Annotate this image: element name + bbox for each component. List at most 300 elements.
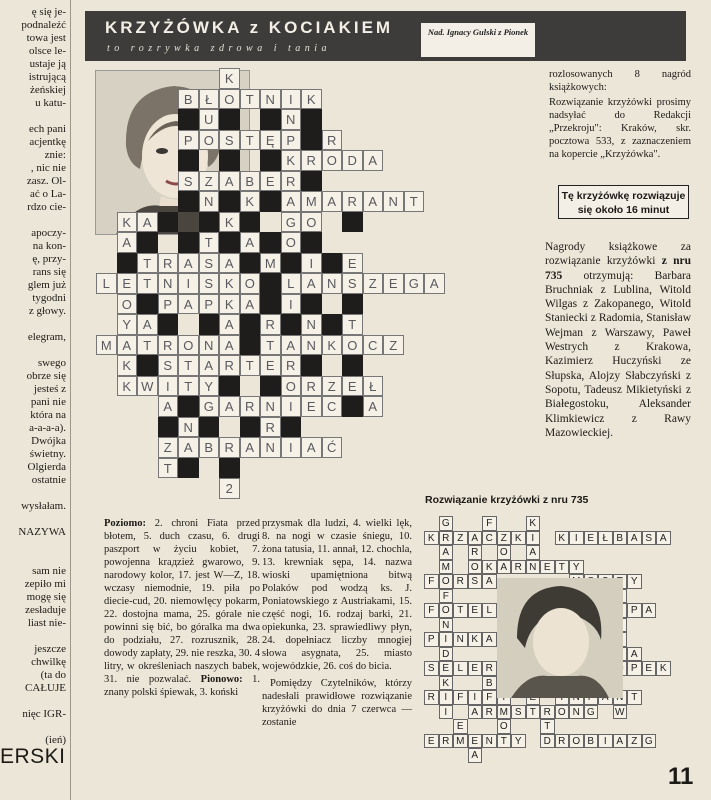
left-article-line: ustaje ją (29, 58, 66, 70)
solution-letter-square (555, 560, 570, 575)
left-article-line: Olgierda (27, 461, 66, 473)
left-article-line: ę się je- (31, 6, 66, 18)
solution-letter-square (511, 531, 526, 546)
left-article-line: która na (30, 409, 66, 421)
grid-letter-square[interactable] (158, 253, 179, 274)
grid-letter-square[interactable] (199, 109, 220, 130)
grid-letter-square[interactable] (281, 171, 302, 192)
grid-letter-square[interactable] (219, 437, 240, 458)
solution-letter: A (471, 750, 479, 761)
grid-black-square[interactable] (301, 109, 322, 130)
grid-black-square[interactable] (137, 355, 158, 376)
grid-black-square[interactable] (301, 355, 322, 376)
grid-letter-square[interactable] (117, 376, 138, 397)
grid-letter: K (122, 358, 132, 373)
grid-letter: I (288, 440, 293, 455)
grid-black-square[interactable] (158, 212, 179, 233)
grid-letter: E (265, 358, 275, 373)
grid-letter-square[interactable] (137, 273, 158, 294)
left-article-line: Dwójka (31, 435, 66, 447)
grid-letter-square[interactable] (158, 458, 179, 479)
solution-letter: T (558, 561, 565, 573)
grid-letter: R (265, 317, 275, 332)
grid-letter-square[interactable] (342, 335, 363, 356)
grid-letter-square[interactable] (178, 335, 199, 356)
grid-black-square[interactable] (260, 109, 281, 130)
solution-letter-square (526, 516, 541, 531)
grid-letter-square[interactable] (363, 273, 384, 294)
grid-black-square[interactable] (219, 150, 240, 171)
grid-letter-square[interactable] (301, 335, 322, 356)
solution-letter-square (468, 560, 483, 575)
grid-letter: R (224, 358, 234, 373)
grid-letter: T (245, 132, 254, 148)
grid-letter-square[interactable] (260, 355, 281, 376)
intro-instructions: Rozwiązanie krzyżówki prosimy nadsyłać do Redakcji „Przekroju": Kraków, skr. pocztowa 533, z zaznaczeniem na kopercie „Krzyżówka". (549, 97, 691, 160)
grid-letter-square[interactable] (199, 89, 220, 110)
grid-letter-square[interactable] (219, 396, 240, 417)
grid-letter-square[interactable] (383, 273, 404, 294)
grid-black-square[interactable] (240, 417, 261, 438)
grid-letter: N (265, 399, 275, 414)
solution-letter-square (540, 705, 555, 720)
winners-list (545, 240, 691, 440)
solution-letter: F (486, 518, 493, 529)
solution-letter: N (529, 561, 537, 573)
grid-letter-square[interactable] (96, 273, 117, 294)
grid-letter-square[interactable] (219, 171, 240, 192)
grid-letter-square[interactable] (322, 273, 343, 294)
solution-letter-square (482, 676, 497, 691)
grid-letter: A (286, 337, 296, 353)
solution-letter: S (427, 663, 435, 674)
grid-black-square[interactable] (260, 191, 281, 212)
grid-letter-square[interactable] (281, 191, 302, 212)
solution-letter: E (645, 663, 653, 674)
grid-black-square[interactable] (178, 458, 199, 479)
grid-letter: D (347, 153, 357, 168)
left-article-line: (ień) (45, 734, 66, 746)
solution-letter-square (468, 661, 483, 676)
left-article-line: elegram, (27, 331, 66, 343)
grid-letter-square[interactable] (281, 335, 302, 356)
grid-letter-square[interactable] (240, 89, 261, 110)
solution-letter: R (442, 735, 450, 747)
grid-letter: S (163, 358, 173, 373)
grid-letter-square[interactable] (178, 376, 199, 397)
grid-letter-square[interactable] (281, 355, 302, 376)
grid-letter-square[interactable] (342, 191, 363, 212)
grid-letter-square[interactable] (199, 253, 220, 274)
grid-letter-square[interactable] (158, 437, 179, 458)
grid-black-square[interactable] (322, 314, 343, 335)
solution-letter: T (631, 692, 638, 703)
grid-black-square[interactable] (240, 314, 261, 335)
solution-letter: R (456, 576, 464, 587)
grid-black-square[interactable] (219, 109, 240, 130)
grid-letter-square[interactable] (219, 273, 240, 294)
grid-black-square[interactable] (219, 458, 240, 479)
grid-black-square[interactable] (240, 212, 261, 233)
grid-letter-square[interactable] (158, 294, 179, 315)
grid-letter-square[interactable] (199, 355, 220, 376)
grid-letter: A (286, 194, 296, 209)
grid-letter: Z (389, 337, 398, 353)
grid-black-square[interactable] (158, 314, 179, 335)
grid-black-square[interactable] (342, 396, 363, 417)
grid-letter-square[interactable] (240, 355, 261, 376)
grid-letter-square[interactable] (240, 273, 261, 294)
grid-black-square[interactable] (219, 191, 240, 212)
grid-letter: R (224, 440, 234, 455)
grid-black-square[interactable] (301, 232, 322, 253)
grid-letter-square[interactable] (260, 130, 281, 151)
grid-letter-square[interactable] (158, 335, 179, 356)
grid-letter: P (183, 132, 193, 148)
grid-black-square[interactable] (281, 417, 302, 438)
grid-letter-square[interactable] (137, 253, 158, 274)
grid-letter-square[interactable] (219, 478, 240, 499)
grid-letter-square[interactable] (281, 294, 302, 315)
grid-letter-square[interactable] (219, 130, 240, 151)
grid-letter-square[interactable] (342, 253, 363, 274)
grid-black-square[interactable] (137, 232, 158, 253)
solution-letter: K (471, 634, 479, 645)
grid-letter-square[interactable] (240, 396, 261, 417)
grid-letter-square[interactable] (178, 130, 199, 151)
grid-black-square[interactable] (219, 232, 240, 253)
grid-letter-square[interactable] (178, 171, 199, 192)
grid-letter-square[interactable] (178, 294, 199, 315)
grid-letter: A (429, 276, 439, 291)
solution-letter: G (441, 518, 450, 529)
grid-letter-square[interactable] (342, 314, 363, 335)
solution-letter-square (468, 690, 483, 705)
grid-letter-square[interactable] (301, 273, 322, 294)
grid-black-square[interactable] (260, 232, 281, 253)
grid-letter: I (186, 276, 191, 291)
solution-letter-square (482, 516, 497, 531)
solution-letter-square (468, 574, 483, 589)
grid-letter: R (286, 358, 296, 373)
grid-letter-square[interactable] (219, 314, 240, 335)
solution-letter: E (471, 605, 479, 616)
grid-letter: R (265, 419, 275, 435)
grid-letter-square[interactable] (219, 253, 240, 274)
solution-letter: P (630, 663, 638, 674)
grid-letter-square[interactable] (281, 212, 302, 233)
grid-letter-square[interactable] (158, 355, 179, 376)
grid-letter-square[interactable] (117, 314, 138, 335)
left-article-line: istrującą (28, 71, 66, 83)
grid-black-square[interactable] (342, 212, 363, 233)
grid-letter: R (327, 132, 337, 148)
grid-black-square[interactable] (240, 335, 261, 356)
grid-letter: A (368, 153, 378, 168)
left-article-line: podnaleźć (21, 19, 66, 31)
grid-letter-square[interactable] (199, 273, 220, 294)
solution-letter-square (627, 531, 642, 546)
solve-time-box: Tę krzyżówkę rozwiązuje się około 16 minut (558, 185, 689, 219)
grid-letter-square[interactable] (404, 273, 425, 294)
grid-letter-square[interactable] (342, 150, 363, 171)
grid-letter-square[interactable] (301, 437, 322, 458)
grid-letter-square[interactable] (158, 376, 179, 397)
grid-letter-square[interactable] (281, 109, 302, 130)
grid-letter-square[interactable] (158, 273, 179, 294)
grid-letter-square[interactable] (383, 335, 404, 356)
solution-letter-square (424, 661, 439, 676)
grid-letter-square[interactable] (199, 294, 220, 315)
solution-letter-square (424, 531, 439, 546)
grid-letter-square[interactable] (424, 273, 445, 294)
grid-black-square[interactable] (199, 314, 220, 335)
solution-letter: L (457, 663, 464, 674)
grid-black-square[interactable] (301, 294, 322, 315)
grid-black-square[interactable] (158, 417, 179, 438)
grid-letter: L (287, 276, 295, 291)
grid-letter-square[interactable] (219, 294, 240, 315)
grid-letter-square[interactable] (301, 191, 322, 212)
grid-letter-square[interactable] (363, 150, 384, 171)
grid-letter-square[interactable] (342, 273, 363, 294)
solution-letter: B (616, 532, 624, 544)
grid-letter-square[interactable] (281, 376, 302, 397)
grid-letter: A (183, 296, 193, 312)
grid-letter-square[interactable] (219, 68, 240, 89)
grid-letter: P (163, 296, 173, 312)
grid-black-square[interactable] (199, 212, 220, 233)
grid-letter: O (121, 296, 132, 312)
grid-letter-square[interactable] (260, 335, 281, 356)
solution-letter-square (584, 531, 599, 546)
grid-letter-square[interactable] (322, 376, 343, 397)
grid-letter-square[interactable] (199, 396, 220, 417)
grid-letter-square[interactable] (363, 396, 384, 417)
grid-letter-square[interactable] (404, 191, 425, 212)
grid-letter-square[interactable] (199, 437, 220, 458)
grid-black-square[interactable] (240, 253, 261, 274)
solution-letter-square (482, 603, 497, 618)
intro-prize-text: rozlosowanych 8 nagród książkowych: (549, 69, 691, 93)
grid-letter: R (306, 153, 316, 168)
grid-letter: N (388, 194, 398, 209)
grid-letter-square[interactable] (199, 171, 220, 192)
solution-letter-square (439, 647, 454, 662)
grid-letter-square[interactable] (178, 273, 199, 294)
grid-letter-square[interactable] (219, 89, 240, 110)
solution-letter: A (630, 532, 638, 544)
grid-black-square[interactable] (281, 253, 302, 274)
grid-letter: Y (204, 378, 214, 394)
grid-black-square[interactable] (178, 191, 199, 212)
grid-black-square[interactable] (178, 150, 199, 171)
grid-letter: R (286, 173, 296, 189)
grid-letter: N (204, 194, 214, 209)
grid-letter: T (184, 358, 193, 373)
grid-letter-square[interactable] (178, 437, 199, 458)
grid-letter-square[interactable] (301, 314, 322, 335)
grid-letter-square[interactable] (199, 376, 220, 397)
grid-letter-square[interactable] (260, 437, 281, 458)
grid-letter: S (183, 173, 193, 189)
grid-letter-square[interactable] (322, 396, 343, 417)
grid-letter-square[interactable] (240, 437, 261, 458)
grid-letter-square[interactable] (383, 191, 404, 212)
grid-letter: T (143, 337, 152, 353)
solution-letter: F (486, 692, 493, 703)
solution-letter-square (511, 560, 526, 575)
grid-letter: K (327, 337, 337, 353)
grid-letter-square[interactable] (240, 232, 261, 253)
grid-letter-square[interactable] (260, 89, 281, 110)
solution-letter-square (627, 603, 642, 618)
grid-black-square[interactable] (199, 417, 220, 438)
solution-letter-square (453, 603, 468, 618)
grid-letter-square[interactable] (137, 212, 158, 233)
grid-black-square[interactable] (281, 314, 302, 335)
grid-letter: K (224, 296, 234, 312)
grid-letter: A (163, 399, 173, 414)
solution-letter: O (499, 721, 508, 732)
sender-credit: Nad. Ignacy Gulski z Pionek (421, 23, 535, 57)
grid-letter-square[interactable] (158, 396, 179, 417)
grid-letter: Ć (327, 440, 337, 455)
grid-letter-square[interactable] (117, 273, 138, 294)
grid-letter-square[interactable] (260, 396, 281, 417)
grid-black-square[interactable] (178, 232, 199, 253)
grid-black-square[interactable] (137, 294, 158, 315)
grid-letter-square[interactable] (240, 191, 261, 212)
solution-letter: K (529, 518, 537, 529)
grid-letter-square[interactable] (199, 232, 220, 253)
solution-letter-square (627, 661, 642, 676)
solution-letter-square (598, 734, 613, 749)
grid-letter-square[interactable] (281, 150, 302, 171)
grid-letter: A (224, 173, 234, 189)
grid-letter-square[interactable] (322, 130, 343, 151)
grid-letter-square[interactable] (363, 335, 384, 356)
grid-letter-square[interactable] (322, 335, 343, 356)
grid-letter: O (203, 132, 214, 148)
grid-letter-square[interactable] (178, 417, 199, 438)
grid-letter-square[interactable] (199, 191, 220, 212)
grid-letter-square[interactable] (117, 294, 138, 315)
poziomo-label: Poziomo: (104, 518, 146, 529)
grid-letter-square[interactable] (137, 335, 158, 356)
grid-letter-square[interactable] (301, 212, 322, 233)
solution-letter-square (627, 734, 642, 749)
grid-letter-square[interactable] (301, 253, 322, 274)
grid-letter-square[interactable] (281, 89, 302, 110)
grid-letter-square[interactable] (322, 150, 343, 171)
grid-letter-square[interactable] (301, 150, 322, 171)
grid-letter-square[interactable] (260, 417, 281, 438)
grid-letter-square[interactable] (240, 130, 261, 151)
grid-black-square[interactable] (260, 294, 281, 315)
solution-letter: S (514, 706, 522, 718)
draw-notice: Pomiędzy Czytelników, którzy nadesłali prawidłowe rozwiązanie krzyżówki do dnia 7 czerwca — zostanie (262, 678, 412, 728)
grid-black-square[interactable] (178, 396, 199, 417)
grid-black-square[interactable] (117, 253, 138, 274)
grid-letter-square[interactable] (322, 191, 343, 212)
grid-letter: Y (122, 317, 132, 332)
solution-letter-square (439, 560, 454, 575)
grid-letter-square[interactable] (219, 212, 240, 233)
grid-black-square[interactable] (260, 150, 281, 171)
grid-letter: B (183, 91, 193, 107)
grid-letter: R (245, 399, 255, 414)
grid-letter: I (288, 399, 293, 414)
grid-letter-square[interactable] (199, 335, 220, 356)
solution-letter: I (531, 532, 535, 544)
solution-letter-square (555, 531, 570, 546)
grid-letter-square[interactable] (322, 437, 343, 458)
grid-letter-square[interactable] (260, 171, 281, 192)
grid-black-square[interactable] (219, 376, 240, 397)
grid-black-square[interactable] (260, 376, 281, 397)
solution-letter-square (642, 603, 657, 618)
grid-black-square[interactable] (178, 109, 199, 130)
solution-letter: B (587, 735, 595, 747)
grid-letter-square[interactable] (96, 335, 117, 356)
grid-letter-square[interactable] (117, 355, 138, 376)
grid-letter-square[interactable] (219, 355, 240, 376)
grid-letter-square[interactable] (240, 171, 261, 192)
grid-letter-square[interactable] (117, 212, 138, 233)
grid-letter-square[interactable] (178, 253, 199, 274)
grid-letter-square[interactable] (240, 294, 261, 315)
grid-black-square[interactable] (301, 130, 322, 151)
grid-letter: G (203, 399, 214, 414)
grid-letter: O (285, 235, 296, 250)
solution-letter: R (543, 706, 551, 718)
grid-letter-square[interactable] (219, 335, 240, 356)
grid-letter-square[interactable] (260, 314, 281, 335)
left-article-line: zepiło mi (24, 578, 66, 590)
grid-letter-square[interactable] (117, 335, 138, 356)
grid-letter-square[interactable] (281, 130, 302, 151)
grid-black-square[interactable] (260, 273, 281, 294)
grid-letter-square[interactable] (281, 437, 302, 458)
grid-letter-square[interactable] (117, 232, 138, 253)
grid-letter-square[interactable] (260, 253, 281, 274)
grid-letter: K (224, 71, 234, 86)
grid-letter-square[interactable] (301, 396, 322, 417)
grid-letter-square[interactable] (281, 273, 302, 294)
grid-letter-square[interactable] (301, 89, 322, 110)
grid-black-square[interactable] (342, 294, 363, 315)
grid-letter-square[interactable] (342, 376, 363, 397)
grid-letter-square[interactable] (301, 376, 322, 397)
solution-letter-square (468, 705, 483, 720)
grid-black-square[interactable] (301, 171, 322, 192)
grid-letter-square[interactable] (363, 376, 384, 397)
grid-letter-square[interactable] (178, 355, 199, 376)
grid-black-square[interactable] (322, 253, 343, 274)
grid-letter-square[interactable] (199, 130, 220, 151)
grid-letter-square[interactable] (137, 376, 158, 397)
grid-letter-square[interactable] (281, 396, 302, 417)
grid-letter: O (347, 337, 358, 353)
grid-letter-square[interactable] (363, 191, 384, 212)
grid-letter-square[interactable] (178, 89, 199, 110)
grid-black-square[interactable] (342, 355, 363, 376)
grid-letter-square[interactable] (137, 314, 158, 335)
grid-letter: O (244, 276, 255, 291)
solution-letter-square (656, 661, 671, 676)
grid-letter-square[interactable] (281, 232, 302, 253)
